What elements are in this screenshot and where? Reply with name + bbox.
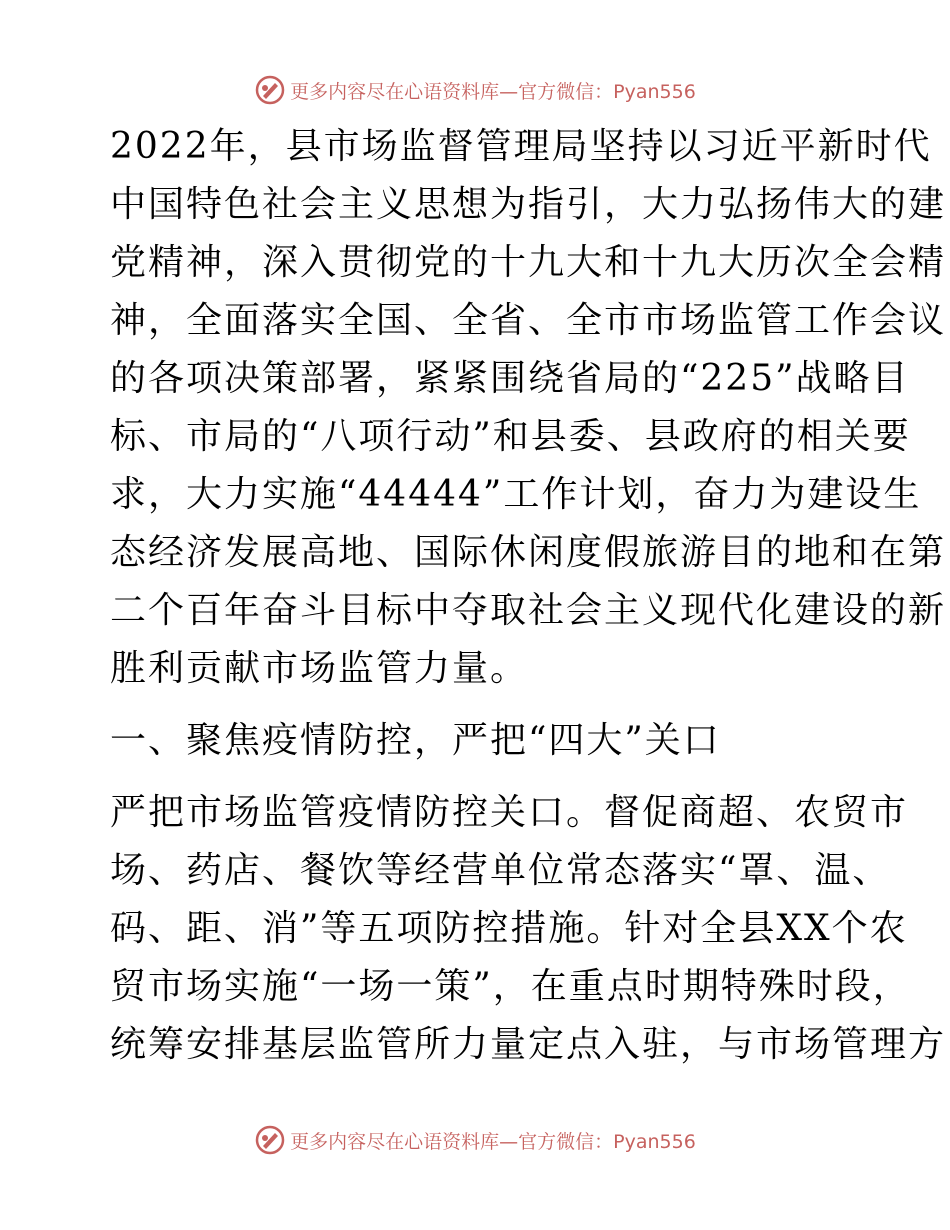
- text-line: 态经济发展高地、国际休闲度假旅游目的地和在第: [110, 532, 947, 573]
- text-line: 码、距、消”等五项防控措施。针对全县XX个农: [110, 908, 908, 949]
- watermark-header: [0, 72, 950, 108]
- text-line: 二个百年奋斗目标中夺取社会主义现代化建设的新: [110, 590, 947, 631]
- text-line: 的各项决策部署，紧紧围绕省局的“225”战略目: [110, 358, 910, 399]
- text-line: 贸市场实施“一场一策”，在重点时期特殊时段，: [110, 966, 911, 1007]
- text-line: 统筹安排基层监管所力量定点入驻，与市场管理方: [110, 1024, 947, 1065]
- watermark-text: 更多内容尽在心语资料库—官方微信：Pyan556: [290, 80, 696, 103]
- logo-icon: [254, 74, 286, 106]
- text-line: 中国特色社会主义思想为指引，大力弘扬伟大的建: [110, 184, 947, 225]
- text-line: 严把市场监管疫情防控关口。督促商超、农贸市: [110, 792, 909, 833]
- text-line: 求，大力实施“44444”工作计划，奋力为建设生: [110, 474, 922, 515]
- paragraph-intro: [100, 118, 947, 698]
- text-line: 胜利贡献市场监管力量。: [110, 648, 529, 689]
- paragraph-section-1: [100, 784, 947, 1074]
- text-line: 党精神，深入贯彻党的十九大和十九大历次全会精: [110, 242, 947, 283]
- heading-line: 一、聚焦疫情防控，严把“四大”关口: [110, 720, 721, 761]
- watermark-footer: [0, 1122, 950, 1158]
- text-line: 神，全面落实全国、全省、全市市场监管工作会议: [110, 300, 947, 341]
- logo-icon: [254, 1124, 286, 1156]
- text-line: 2022年，县市场监督管理局坚持以习近平新时代: [110, 126, 932, 167]
- section-heading: [100, 712, 860, 770]
- watermark-text: 更多内容尽在心语资料库—官方微信：Pyan556: [290, 1130, 696, 1153]
- document-body: [100, 118, 947, 1074]
- text-line: 场、药店、餐饮等经营单位常态落实“罩、温、: [110, 850, 891, 891]
- text-line: 标、市局的“八项行动”和县委、县政府的相关要: [110, 416, 911, 457]
